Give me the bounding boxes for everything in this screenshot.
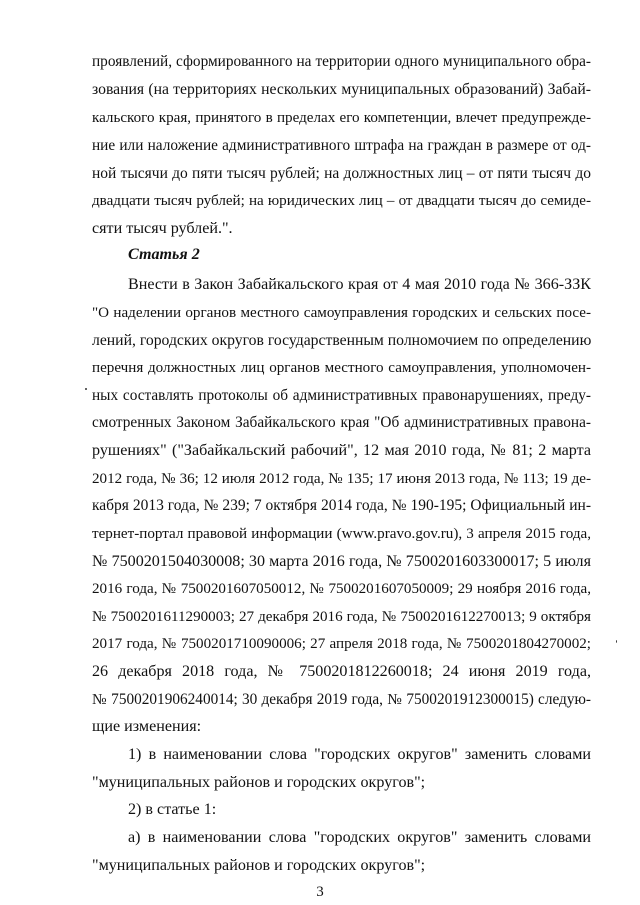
text-line: зования (на территориях нескольких муниципальных образований) Забай-: [92, 81, 591, 98]
text-line: двадцати тысяч рублей; на юридических лиц – от двадцати тысяч до семиде-: [92, 193, 591, 209]
scan-speck: [616, 640, 617, 643]
page-number: 3: [316, 884, 324, 900]
text-line: кабря 2013 года, № 239; 7 октября 2014 года, № 190-195; Официальный ин-: [92, 497, 591, 514]
list-item-2a-continued: "муниципальных районов и городских округов";: [92, 857, 426, 874]
text-line: тернет-портал правовой информации (www.pravo.gov.ru), 3 апреля 2015 года,: [92, 526, 591, 542]
text-line: ных составлять протоколы об административных правонарушениях, преду-: [92, 387, 591, 404]
text-line: сяти тысяч рублей.".: [92, 220, 233, 237]
text-line: рушениях" ("Забайкальский рабочий", 12 мая 2010 года, № 81; 2 марта: [92, 442, 591, 459]
text-line: ние или наложение административного штрафа на граждан в размере от од-: [92, 137, 591, 154]
scan-speck: [85, 388, 87, 390]
text-line: № 7500201611290003; 27 декабря 2016 года, № 7500201612270013; 9 октября: [92, 609, 591, 625]
text-line: перечня должностных лиц органов местного самоуправления, уполномочен-: [92, 360, 591, 376]
text-line: 26 декабря 2018 года, № 7500201812260018; 24 июня 2019 года,: [92, 663, 591, 680]
list-item-1: 1) в наименовании слова "городских округов" заменить словами: [128, 746, 591, 763]
text-line: щие изменения:: [92, 718, 202, 735]
list-item-1-continued: "муниципальных районов и городских округов";: [92, 774, 426, 791]
text-line: проявлений, сформированного на территории одного муниципального обра-: [92, 53, 591, 70]
text-line: № 7500201504030008; 30 марта 2016 года, № 7500201603300017; 5 июля: [92, 553, 591, 570]
text-line: 2012 года, № 36; 12 июля 2012 года, № 135; 17 июня 2013 года, № 113; 19 де-: [92, 471, 591, 487]
list-item-2: 2) в статье 1:: [128, 801, 217, 818]
text-line: смотренных Законом Забайкальского края "Об административных правона-: [92, 414, 591, 431]
text-line: лений, городских округов государственным полномочием по определению: [92, 332, 592, 349]
text-line: "О наделении органов местного самоуправления городских и сельских посе-: [92, 305, 591, 321]
text-line: кальского края, принятого в пределах его компетенции, влечет предупрежде-: [92, 110, 591, 126]
text-line: 2016 года, № 7500201607050012, № 7500201607050009; 29 ноября 2016 года,: [92, 581, 591, 597]
text-line: 2017 года, № 7500201710090006; 27 апреля 2018 года, № 7500201804270002;: [92, 636, 591, 652]
list-item-2a: а) в наименовании слова "городских округов" заменить словами: [128, 829, 591, 846]
text-line: № 7500201906240014; 30 декабря 2019 года, № 7500201912300015) следую-: [92, 691, 591, 708]
text-line: Внести в Закон Забайкальского края от 4 мая 2010 года № 366-ЗЗК: [128, 276, 591, 293]
text-line: ной тысячи до пяти тысяч рублей; на должностных лиц – от пяти тысяч до: [92, 165, 591, 182]
article-heading: Статья 2: [128, 246, 200, 263]
